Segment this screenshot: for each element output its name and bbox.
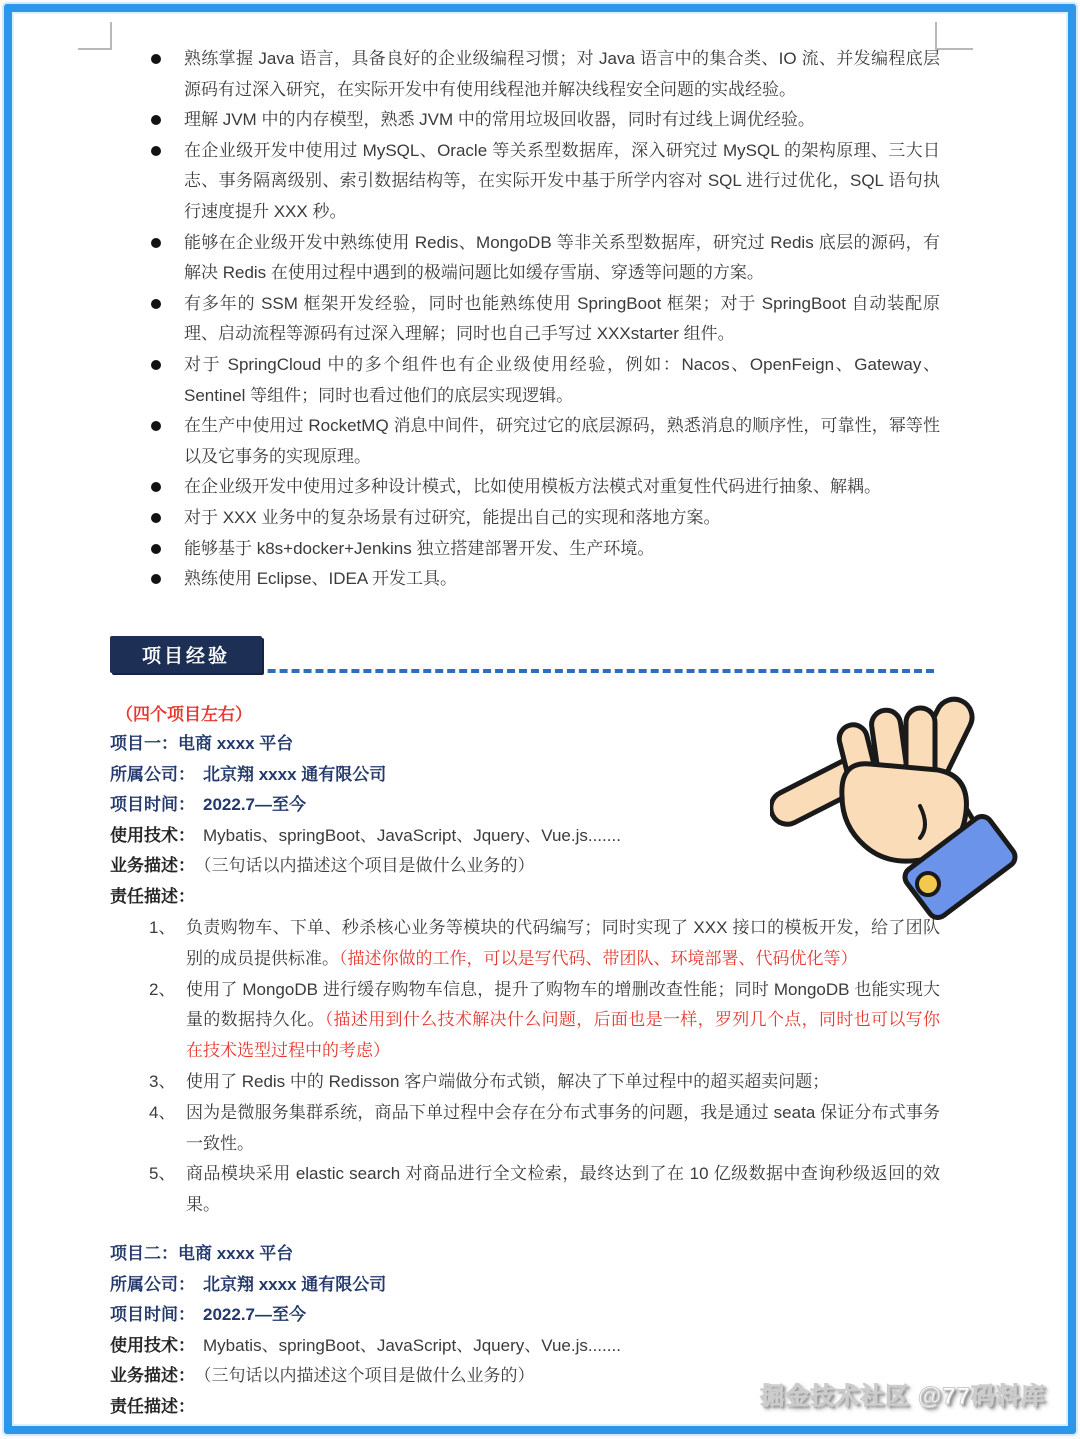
skill-bullet-item: [148, 503, 940, 534]
responsibility-text: 负责购物车、下单、秒杀核心业务等模块的代码编写；同时实现了 XXX 接口的模板开发，给了团队别的成员提供标准。（描述你做的工作，可以是写代码、带团队、环境部署、代码优化等）: [186, 918, 940, 968]
bullet-icon: [151, 482, 161, 492]
project-field-row: [110, 1300, 936, 1331]
responsibility-item: [148, 1159, 940, 1221]
project-field-value: 北京翔 xxxx 通有限公司: [203, 1274, 387, 1294]
project-field-value: （三句话以内描述这个项目是做什么业务的）: [203, 1366, 535, 1386]
responsibility-hint-red: （描述你做的工作，可以是写代码、带团队、环境部署、代码优化等）: [339, 948, 858, 968]
project-field-value: Mybatis、springBoot、JavaScript、Jquery、Vue.js.......: [203, 1335, 621, 1355]
bullet-icon: [151, 574, 161, 584]
responsibility-text: 商品模块采用 elastic search 对商品进行全文检索，最终达到了在 10 亿级数据中查询秒级返回的效果。: [186, 1164, 940, 1215]
responsibility-item: [148, 1067, 940, 1098]
text-boundary-mark-top-right: [935, 22, 973, 50]
cartoon-hand-illustration: [770, 686, 1022, 924]
bullet-icon: [151, 421, 161, 431]
skill-bullet-item: [148, 350, 940, 411]
project-field-label: 业务描述：: [110, 1366, 195, 1386]
responsibility-item: [148, 1098, 940, 1160]
project-field-label: 责任描述：: [110, 886, 195, 906]
responsibility-item: [148, 975, 940, 1067]
list-number: 1、: [149, 918, 176, 937]
bullet-icon: [151, 360, 161, 370]
project-field-row: [110, 1270, 936, 1301]
skill-bullet-text: 在企业级开发中使用过多种设计模式，比如使用模板方法模式对重复性代码进行抽象、解耦。: [184, 477, 881, 497]
section-header-project-experience: [110, 636, 936, 680]
list-number: 4、: [149, 1102, 176, 1122]
bullet-icon: [151, 299, 161, 309]
responsibilities-list: [148, 913, 940, 1221]
project-field-value: 北京翔 xxxx 通有限公司: [203, 764, 387, 784]
skill-bullet-item: [148, 228, 940, 289]
responsibility-hint-red: （描述用到什么技术解决什么问题，后面也是一样，罗列几个点，同时也可以写你在技术选型过程中的考虑）: [186, 1010, 941, 1061]
bullet-icon: [151, 544, 161, 554]
watermark-text: 掘金技术社区 @77码料库: [760, 1383, 1046, 1410]
text-boundary-mark-top-left: [78, 22, 112, 50]
skill-bullet-item: [148, 136, 940, 228]
project-field-label: 项目时间：: [110, 1305, 195, 1325]
project-title: 项目一：电商 xxxx 平台: [110, 734, 294, 753]
bullet-icon: [151, 513, 161, 523]
skill-bullet-text: 能够在企业级开发中熟练使用 Redis、MongoDB 等非关系型数据库，研究过 Redis 底层的源码，有解决 Redis 在使用过程中遇到的极端问题比如缓存雪崩、穿透等问题的方案。: [184, 232, 940, 283]
skill-bullet-text: 在企业级开发中使用过 MySQL、Oracle 等关系型数据库，深入研究过 MySQL 的架构原理、三大日志、事务隔离级别、索引数据结构等，在实际开发中基于所学内容对 SQL 进行过优化，SQL 语句执行速度提升 XXX 秒。: [184, 140, 940, 221]
skill-bullet-text: 对于 SpringCloud 中的多个组件也有企业级使用经验，例如：Nacos、OpenFeign、Gateway、Sentinel 等组件；同时也看过他们的底层实现逻辑。: [184, 354, 940, 405]
project-field-label: 业务描述：: [110, 856, 195, 876]
skill-bullet-item: [148, 289, 940, 350]
skill-bullet-text: 对于 XXX 业务中的复杂场景有过研究，能提出自己的实现和落地方案。: [184, 507, 721, 527]
project-field-value: 2022.7—至今: [203, 795, 306, 815]
project-field-value: Mybatis、springBoot、JavaScript、Jquery、Vue.js.......: [203, 825, 621, 845]
skill-bullet-text: 能够基于 k8s+docker+Jenkins 独立搭建部署开发、生产环境。: [184, 538, 655, 558]
skill-bullet-item: [148, 534, 940, 565]
responsibility-text: 使用了 Redis 中的 Redisson 客户端做分布式锁，解决了下单过程中的超买超卖问题；: [186, 1071, 830, 1091]
project-field-label: 所属公司：: [110, 1274, 195, 1294]
responsibility-text: 因为是微服务集群系统，商品下单过程中会存在分布式事务的问题，我是通过 seata 保证分布式事务一致性。: [186, 1102, 940, 1153]
project-count-note: （四个项目左右）: [116, 705, 252, 724]
skill-bullet-item: [148, 411, 940, 472]
skill-bullet-text: 在生产中使用过 RocketMQ 消息中间件，研究过它的底层源码，熟悉消息的顺序性，可靠性，幂等性以及它事务的实现原理。: [184, 416, 940, 466]
section-title-badge: [110, 636, 262, 673]
project-field-value: （三句话以内描述这个项目是做什么业务的）: [203, 856, 535, 876]
skill-bullet-text: 有多年的 SSM 框架开发经验，同时也能熟练使用 SpringBoot 框架；对于 SpringBoot 自动装配原理、启动流程等源码有过深入理解；同时也自己手写过 XXXstarter 组件。: [184, 293, 940, 344]
list-number: 5、: [149, 1164, 176, 1184]
bullet-icon: [151, 54, 161, 64]
section-title-text: 项目经验: [141, 646, 230, 667]
project-field-label: 责任描述：: [110, 1396, 195, 1416]
project-title: 项目二：电商 xxxx 平台: [110, 1244, 294, 1263]
project-field-row: [110, 1331, 936, 1362]
project-field-label: 使用技术：: [110, 1335, 195, 1355]
skill-bullet-item: [148, 105, 940, 136]
responsibility-text: 使用了 MongoDB 进行缓存购物车信息，提升了购物车的增删改查性能；同时 MongoDB 也能实现大量的数据持久化。（描述用到什么技术解决什么问题，后面也是一样，罗列几个点，同时也可以写你在技术选型过程中的考虑）: [186, 979, 941, 1061]
list-number: 2、: [149, 979, 176, 999]
skill-bullet-text: 熟练掌握 Java 语言，具备良好的企业级编程习惯；对 Java 语言中的集合类、IO 流、并发编程底层源码有过深入研究，在实际开发中有使用线程池并解决线程安全问题的实战经验。: [184, 49, 940, 99]
skill-bullet-text: 理解 JVM 中的内存模型，熟悉 JVM 中的常用垃圾回收器，同时有过线上调优经验。: [184, 110, 815, 130]
project-field-label: 使用技术：: [110, 825, 195, 845]
skill-bullet-text: 熟练使用 Eclipse、IDEA 开发工具。: [184, 569, 457, 589]
list-number: 3、: [149, 1071, 176, 1091]
skill-bullet-item: [148, 44, 940, 105]
bullet-icon: [151, 115, 161, 125]
project-field-label: 项目时间：: [110, 795, 195, 815]
bullet-icon: [151, 146, 161, 156]
skill-bullet-item: [148, 564, 940, 595]
bullet-icon: [151, 238, 161, 248]
skill-bullet-item: [148, 472, 940, 503]
project-field-value: 2022.7—至今: [203, 1305, 306, 1325]
project-field-label: 所属公司：: [110, 764, 195, 784]
skills-list: [148, 44, 940, 595]
